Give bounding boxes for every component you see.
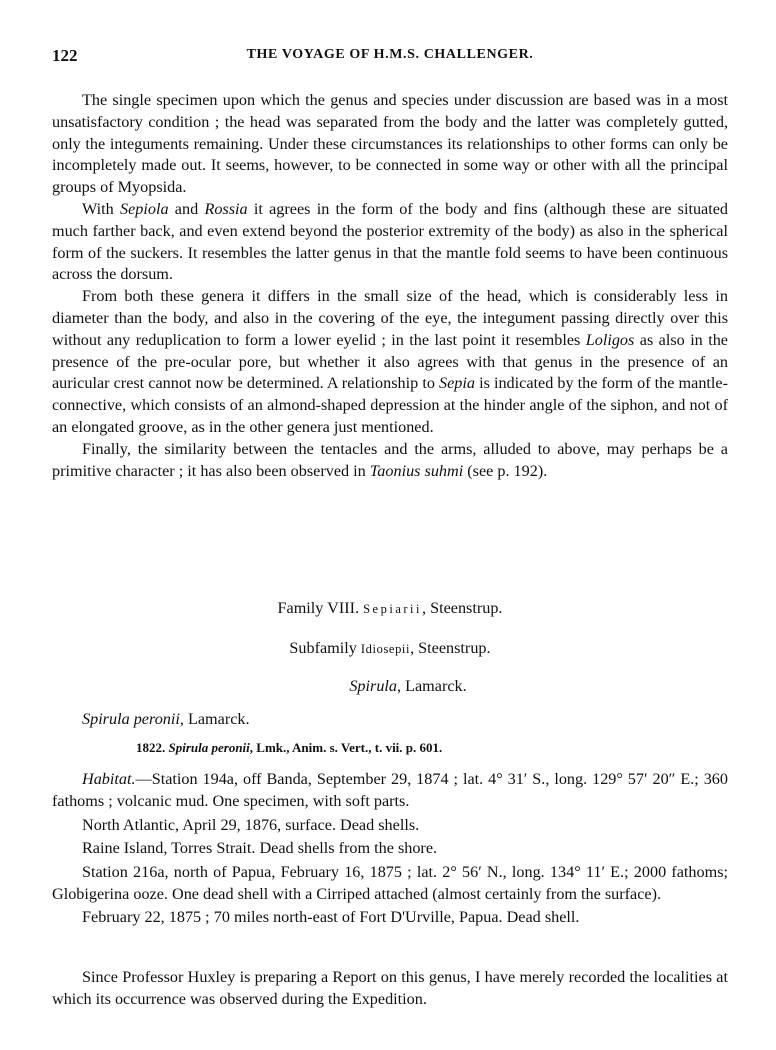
discussion-text — [52, 90, 728, 482]
closing-paragraph — [52, 966, 728, 1011]
species-reference: 1822. Spirula peronii, Lmk., Anim. s. Vert., t. vii. p. 601. — [136, 740, 443, 755]
paragraph-tentacles: Finally, the similarity between the tentacles and the arms, alluded to above, may perhaps be a primitive character ; it has also been observed in Taonius suhmi (see p. 192). — [52, 439, 728, 480]
record-fort-durville: February 22, 1875 ; 70 miles north-east of Fort D'Urville, Papua. Dead shell. — [82, 908, 580, 927]
subfamily-name: Idiosepii — [360, 642, 411, 656]
closing-text: Since Professor Huxley is preparing a Report on this genus, I have merely recorded the localities at which its occurrence was observed during the Expedition. — [52, 968, 728, 1009]
species-title: Spirula peronii, Lamarck. — [82, 710, 250, 728]
paragraph-specimen-condition: The single specimen upon which the genus and species under discussion are based was in a most unsatisfactory condition ; the head was separated from the body and the latter was completely gutted, only the integuments remaining. Under these circumstances its relationships to other forms can only be incompletely made out. It seems, however, to be connected in some way or other with all the principal groups of Myopsida. — [52, 91, 728, 197]
family-heading: Family VIII. Sepiarii, Steenstrup. — [277, 599, 503, 617]
genus-name: Spirula — [349, 677, 397, 695]
record-raine-island: Raine Island, Torres Strait. Dead shells from the shore. — [82, 839, 438, 858]
genus-sepiola: Sepiola — [119, 199, 169, 218]
page-number: 122 — [52, 46, 78, 65]
genus-sepia: Sepia — [439, 374, 475, 393]
paragraph-differences: From both these genera it differs in the small size of the head, which is considerably less in diameter than the body, and also in the covering of the eye, the integument passing directly over this without any reduplication to form a lower eyelid ; in the last point it resembles Loligos as also in the presence of the pre-ocular pore, but whether it also agrees with that genus in the presence of an auricular crest cannot now be determined. A relationship to Sepia is indicated by the form of the mantle-connective, which consists of an almond-shaped depression at the hinder angle of the siphon, and not of an elongated groove, as in the other genera just mentioned. — [52, 287, 728, 436]
genus-loligos: Loligos — [585, 330, 635, 349]
running-title: THE VOYAGE OF H.M.S. CHALLENGER. — [246, 47, 534, 62]
subfamily-heading: Subfamily Idiosepii, Steenstrup. — [289, 639, 491, 657]
record-station-216a: Station 216a, north of Papua, February 16, 1875 ; lat. 2° 56′ N., long. 134° 11′ E.; 2000 fathoms; Globigerina ooze. One dead shell with a Cirriped attached (almost certainly from the surface). — [52, 862, 728, 904]
running-header — [52, 46, 728, 70]
record-north-atlantic: North Atlantic, April 29, 1876, surface. Dead shells. — [82, 815, 420, 834]
habitat-records — [52, 768, 728, 929]
genus-rossia: Rossia — [204, 199, 248, 218]
paragraph-sepiola-rossia: With Sepiola and Rossia it agrees in the form of the body and fins (although these are situated much farther back, and even extend beyond the posterior extremity of the body) as also in the spherical form of the suckers. It resembles the latter genus in that the mantle fold seems to have been continuous across the dorsum. — [52, 199, 729, 284]
habitat-label: Habitat. — [82, 770, 136, 788]
family-name: Sepiarii — [363, 602, 422, 616]
species-taonius-suhmi: Taonius suhmi — [369, 461, 464, 480]
genus-heading: Spirula, Lamarck. — [349, 677, 467, 695]
record-station-194a: Habitat.—Station 194a, off Banda, September 29, 1874 ; lat. 4° 31′ S., long. 129° 57′ 20″ E.; 360 fathoms ; volcanic mud. One specimen, with soft parts. — [52, 770, 728, 811]
